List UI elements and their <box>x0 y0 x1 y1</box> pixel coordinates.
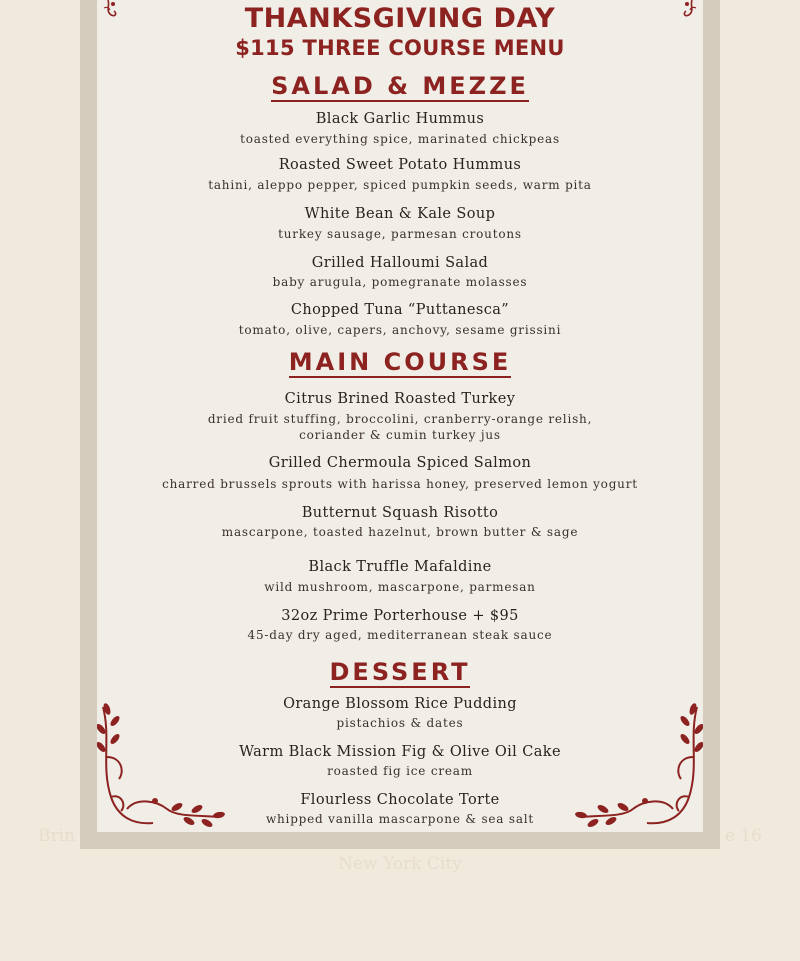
menu-item-desc: tomato, olive, capers, anchovy, sesame grissini <box>238 323 562 337</box>
menu-item-name: Chopped Tuna “Puttanesca” <box>290 302 510 318</box>
menu-item-name: Butternut Squash Risotto <box>301 505 499 521</box>
section-heading-salad: SALAD & MEZZE <box>271 72 529 100</box>
menu-item-desc: charred brussels sprouts with harissa honey, preserved lemon yogurt <box>162 477 638 491</box>
menu-item-desc: turkey sausage, parmesan croutons <box>278 227 522 241</box>
menu-item-desc: baby arugula, pomegranate molasses <box>272 275 528 289</box>
menu-item-desc: roasted fig ice cream <box>327 764 473 778</box>
menu-subtitle: $115 THREE COURSE MENU <box>235 36 565 60</box>
menu-item-name: 32oz Prime Porterhouse + $95 <box>281 608 519 624</box>
menu-item-desc: wild mushroom, mascarpone, parmesan <box>264 580 536 594</box>
menu-item-desc: whipped vanilla mascarpone & sea salt <box>265 812 535 826</box>
section-heading-main: MAIN COURSE <box>288 348 512 376</box>
background-city: New York City <box>338 854 462 874</box>
ornament-bottom-right-icon <box>573 697 703 832</box>
menu-image-frame <box>80 0 720 849</box>
menu-item-desc: coriander & cumin turkey jus <box>299 428 501 442</box>
menu-item-name: Black Truffle Mafaldine <box>308 559 492 575</box>
menu-item-name: Grilled Halloumi Salad <box>311 255 489 271</box>
menu-item-desc: mascarpone, toasted hazelnut, brown butter & sage <box>221 525 579 539</box>
section-heading-dessert: DESSERT <box>329 658 471 686</box>
background-text-left: Brin <box>38 826 76 846</box>
menu-item-name: Citrus Brined Roasted Turkey <box>284 391 516 407</box>
menu-item-name: White Bean & Kale Soup <box>304 206 496 222</box>
menu-item-name: Warm Black Mission Fig & Olive Oil Cake <box>239 744 561 760</box>
menu-card <box>97 0 703 832</box>
menu-item-name: Black Garlic Hummus <box>315 111 485 127</box>
menu-item-desc: dried fruit stuffing, broccolini, cranberry-orange relish, <box>207 412 593 426</box>
menu-item-desc: pistachios & dates <box>336 716 464 730</box>
background-text-right: e 16 <box>724 826 762 846</box>
menu-item-name: Grilled Chermoula Spiced Salmon <box>268 455 532 471</box>
menu-title: THANKSGIVING DAY <box>244 3 556 34</box>
ornament-bottom-left-icon <box>97 697 227 832</box>
menu-item-name: Roasted Sweet Potato Hummus <box>278 157 522 173</box>
menu-item-desc: 45-day dry aged, mediterranean steak sauce <box>247 628 553 642</box>
menu-item-desc: tahini, aleppo pepper, spiced pumpkin seeds, warm pita <box>208 178 592 192</box>
menu-item-name: Orange Blossom Rice Pudding <box>283 696 517 712</box>
menu-item-name: Flourless Chocolate Torte <box>300 792 500 808</box>
menu-item-desc: toasted everything spice, marinated chickpeas <box>240 132 560 146</box>
